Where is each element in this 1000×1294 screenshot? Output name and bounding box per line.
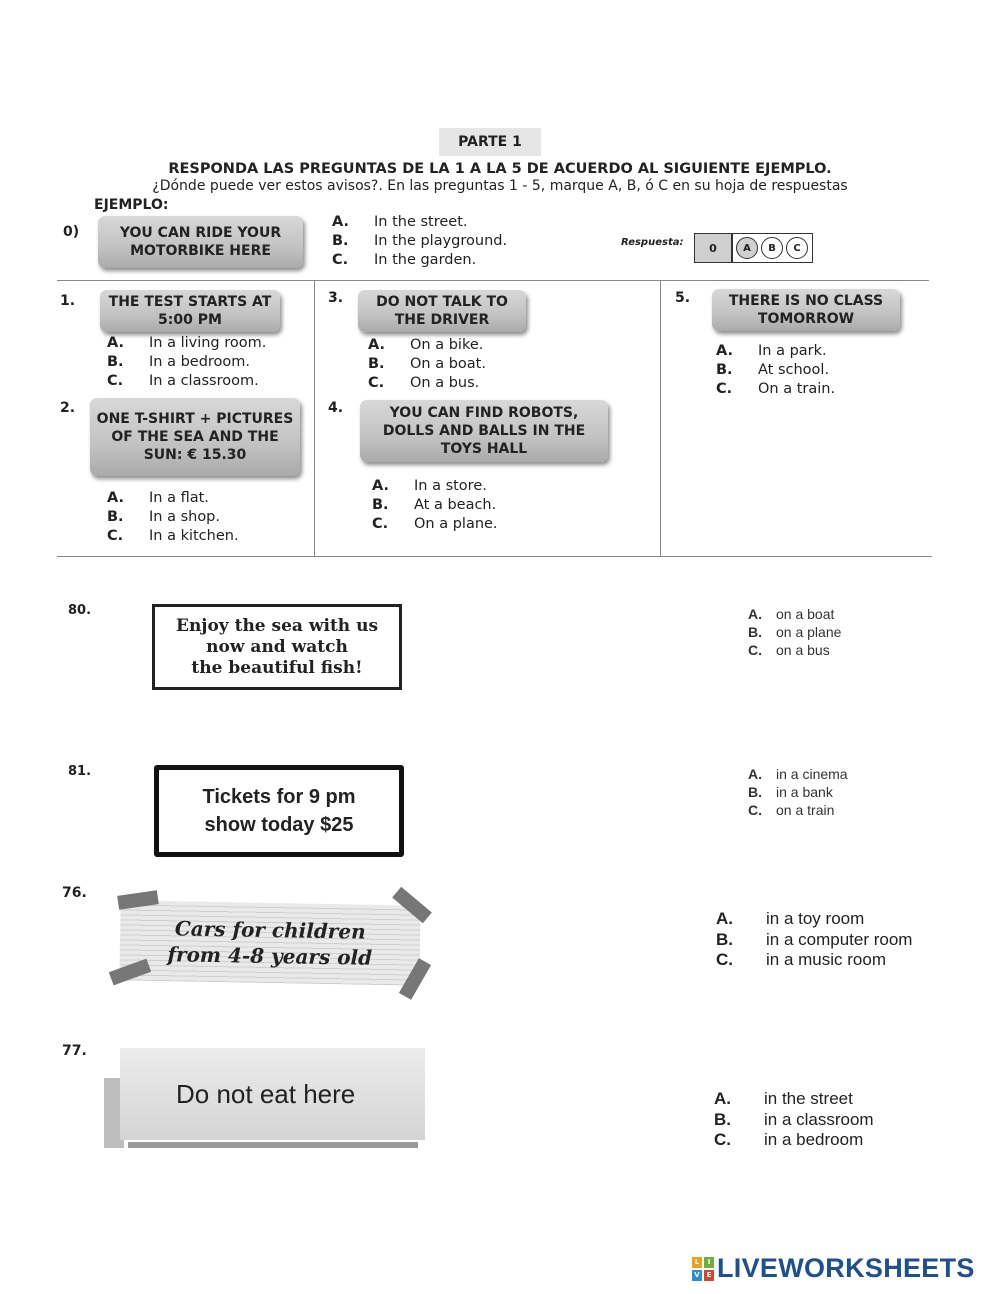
question-81-number: 81. [68, 764, 92, 779]
answer-circle-b[interactable]: B [761, 237, 783, 259]
question-5-sign: THERE IS NO CLASS TOMORROW [712, 289, 900, 331]
question-2-number: 2. [60, 400, 76, 416]
q77-option-c: C. in a bedroom [714, 1130, 864, 1149]
q3-option-b: B. On a boat. [368, 356, 486, 372]
example-option-a: A. In the street. [332, 214, 468, 230]
question-4-number: 4. [328, 400, 344, 416]
example-sign: YOU CAN RIDE YOUR MOTORBIKE HERE [98, 216, 303, 268]
question-76-options [716, 909, 912, 971]
question-80-sign-text: Enjoy the sea with us now and watch the beautiful fish! [175, 615, 379, 678]
question-81-sign: Tickets for 9 pm show today $25 [154, 765, 404, 857]
question-1-sign: THE TEST STARTS AT 5:00 PM [100, 290, 280, 332]
question-5-options [716, 342, 835, 399]
question-5-number: 5. [675, 290, 691, 306]
question-76-sign: Cars for children from 4-8 years old [119, 900, 420, 985]
question-77-number: 77. [62, 1043, 87, 1059]
question-1-number: 1. [60, 293, 76, 309]
q80-option-a: A. on a boat [748, 606, 835, 622]
q5-option-c: C. On a train. [716, 381, 836, 397]
logo-icon: L I V E [692, 1257, 714, 1281]
example-number: 0) [63, 224, 80, 240]
q5-option-a: A. In a park. [716, 343, 827, 359]
q1-option-c: C. In a classroom. [107, 373, 259, 389]
q1-option-a: A. In a living room. [107, 335, 267, 351]
q2-option-a: A. In a flat. [107, 490, 209, 506]
q3-option-a: A. On a bike. [368, 337, 484, 353]
q81-option-b: B. in a bank [748, 784, 833, 800]
question-80-sign [152, 604, 402, 690]
q77-option-a: A. in the street [714, 1089, 853, 1108]
question-3-number: 3. [328, 290, 344, 306]
q2-option-b: B. In a shop. [107, 509, 220, 525]
question-2-options [107, 489, 239, 546]
respuesta-box [694, 233, 813, 263]
q76-option-a: A. in a toy room [716, 909, 865, 928]
q80-option-c: C. on a bus [748, 642, 830, 658]
example-option-b: B. In the playground. [332, 233, 508, 249]
question-77-options [714, 1089, 874, 1151]
q80-option-b: B. on a plane [748, 624, 842, 640]
q1-option-b: B. In a bedroom. [107, 354, 251, 370]
sign-77-shadow [128, 1142, 418, 1148]
logo-text: LIVEWORKSHEETS [717, 1253, 975, 1283]
parte-label: PARTE 1 [439, 128, 541, 156]
instruction-text: ¿Dónde puede ver estos avisos?. En las preguntas 1 - 5, marque A, B, ó C en su hoja de respuestas [152, 178, 848, 194]
respuesta-number: 0 [695, 234, 733, 262]
answer-circle-a[interactable]: A [736, 237, 758, 259]
question-76-number: 76. [62, 885, 87, 901]
question-3-options [368, 336, 486, 393]
grid-bottom-line [57, 556, 932, 557]
grid-divider-2 [660, 281, 661, 556]
question-77-sign: Do not eat here [120, 1048, 425, 1140]
question-4-options [372, 477, 498, 534]
q81-option-c: C. on a train [748, 802, 835, 818]
ejemplo-label: EJEMPLO: [94, 197, 169, 213]
question-80-options [748, 605, 841, 659]
example-option-c: C. In the garden. [332, 252, 477, 268]
question-3-sign: DO NOT TALK TO THE DRIVER [358, 290, 526, 332]
q4-option-b: B. At a beach. [372, 497, 497, 513]
q77-option-b: B. in a classroom [714, 1109, 874, 1129]
question-2-sign: ONE T-SHIRT + PICTURES OF THE SEA AND THE SUN: € 15.30 [90, 398, 300, 476]
q4-option-c: C. On a plane. [372, 516, 498, 532]
question-4-sign: YOU CAN FIND ROBOTS, DOLLS AND BALLS IN THE TOYS HALL [360, 400, 608, 462]
question-81-options [748, 765, 848, 819]
answer-circle-c[interactable]: C [786, 237, 808, 259]
q3-option-c: C. On a bus. [368, 375, 480, 391]
question-1-options [107, 334, 266, 391]
instruction-heading: RESPONDA LAS PREGUNTAS DE LA 1 A LA 5 DE ACUERDO AL SIGUIENTE EJEMPLO. [168, 161, 832, 177]
question-80-number: 80. [68, 603, 92, 618]
liveworksheets-logo[interactable] [692, 1253, 975, 1284]
q4-option-a: A. In a store. [372, 478, 487, 494]
grid-top-line [57, 280, 929, 281]
q81-option-a: A. in a cinema [748, 766, 848, 782]
example-options [332, 213, 507, 270]
respuesta-label: Respuesta: [621, 237, 684, 248]
q76-option-b: B. in a computer room [716, 929, 913, 949]
q76-option-c: C. in a music room [716, 950, 886, 969]
grid-divider-1 [314, 281, 315, 556]
q2-option-c: C. In a kitchen. [107, 528, 239, 544]
q5-option-b: B. At school. [716, 362, 830, 378]
